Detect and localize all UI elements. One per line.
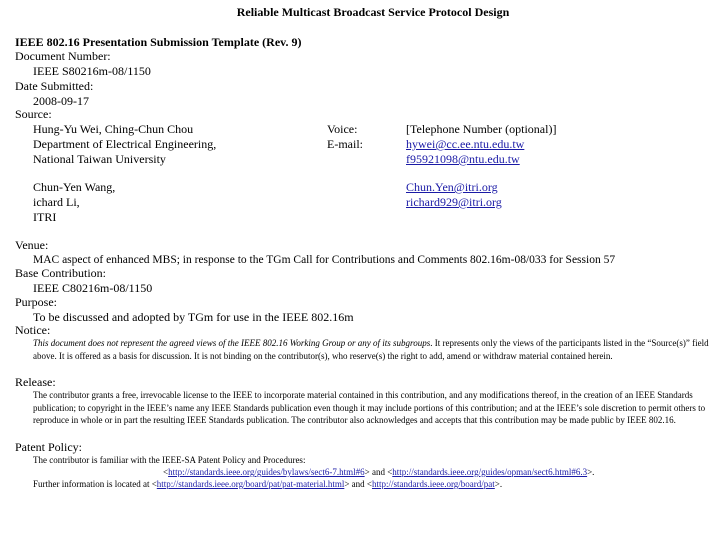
pat-board-link[interactable]: http://standards.ieee.org/board/pat (371, 479, 495, 489)
email-link[interactable]: richard929@itri.org (406, 195, 502, 209)
author-line: Hung-Yu Wei, Ching-Chun Chou (33, 122, 194, 136)
notice-rest: . It represents only the views of the participants listed in the “Source(s)” field above. It is offered as a basis for discussion. It is not binding on the contributor(s), who reserve(s) the right to add, amend or withdraw material contained herein. (33, 338, 709, 361)
author-line: Chun-Yen Wang, (33, 180, 116, 194)
doc-number-label: Document Number: (15, 49, 111, 63)
author-line: ITRI (33, 210, 57, 224)
and-text: and (351, 479, 365, 489)
author-line: ichard Li, (33, 195, 80, 209)
email-link[interactable]: hywei@cc.ee.ntu.edu.tw (406, 137, 525, 151)
email-link[interactable]: f95921098@ntu.edu.tw (406, 152, 520, 166)
notice-italic: This document does not represent the agreed views of the IEEE 802.16 Working Group or any of its subgroups (33, 338, 431, 348)
notice-label: Notice: (15, 323, 51, 337)
further-info-text: Further information is located at (33, 479, 150, 489)
voice-label: Voice: (327, 122, 358, 136)
bylaws-link[interactable]: http://standards.ieee.org/guides/bylaws/sect6-7.html#6 (168, 467, 365, 477)
pat-material-link[interactable]: http://standards.ieee.org/board/pat/pat-material.html (156, 479, 345, 489)
author-line: National Taiwan University (33, 152, 166, 166)
email-link[interactable]: Chun.Yen@itri.org (406, 180, 498, 194)
patent-line-2: <http://standards.ieee.org/guides/bylaws/sect6-7.html#6> and <http://standards.ieee.org/guides/opman/sect6.html#6.3>. (163, 467, 595, 477)
page-title: Reliable Multicast Broadcast Service Protocol Design (236, 5, 510, 19)
author-line: Department of Electrical Engineering, (33, 137, 217, 151)
venue-text: MAC aspect of enhanced MBS; in response to the TGm Call for Contributions and Comments 802.16m-08/033 for Session 57 (33, 254, 616, 266)
patent-line-1: The contributor is familiar with the IEEE-SA Patent Policy and Procedures: (33, 455, 306, 465)
opman-link[interactable]: http://standards.ieee.org/guides/opman/sect6.html#6.3 (392, 467, 588, 477)
template-heading: IEEE 802.16 Presentation Submission Template (Rev. 9) (15, 35, 302, 49)
base-contribution-label: Base Contribution: (15, 266, 106, 280)
venue-label: Venue: (15, 238, 49, 252)
purpose-text: To be discussed and adopted by TGm for use in the IEEE 802.16m (33, 310, 354, 324)
notice-text (33, 337, 713, 362)
release-text: The contributor grants a free, irrevocable license to the IEEE to incorporate material contained in this contribution, and any modifications thereof, in the creation of an IEEE Standards publication; to copyright in the IEEE’s name any IEEE Standards publication even though it may include portions of this contribution; and at the IEEE’s sole discretion to permit others to reproduce in whole or in part the resulting IEEE Standards publication. The contributor also acknowledges and accepts that this contribution may be made public by IEEE 802.16. (33, 390, 706, 425)
source-label: Source: (15, 107, 52, 121)
patent-policy-label: Patent Policy: (15, 440, 82, 454)
date-value: 2008-09-17 (33, 94, 89, 108)
purpose-label: Purpose: (15, 295, 57, 309)
and-text: and (371, 467, 385, 477)
base-contribution: IEEE C80216m-08/1150 (33, 281, 153, 295)
doc-number: IEEE S80216m-08/1150 (33, 64, 151, 78)
email-label: E-mail: (327, 137, 363, 151)
phone-value: [Telephone Number (optional)] (406, 122, 557, 136)
date-label: Date Submitted: (15, 79, 94, 93)
release-label: Release: (15, 375, 56, 389)
patent-line-3: Further information is located at <http://standards.ieee.org/board/pat/pat-material.html> and <http://standards.ieee.org/board/pat>. (33, 479, 503, 489)
